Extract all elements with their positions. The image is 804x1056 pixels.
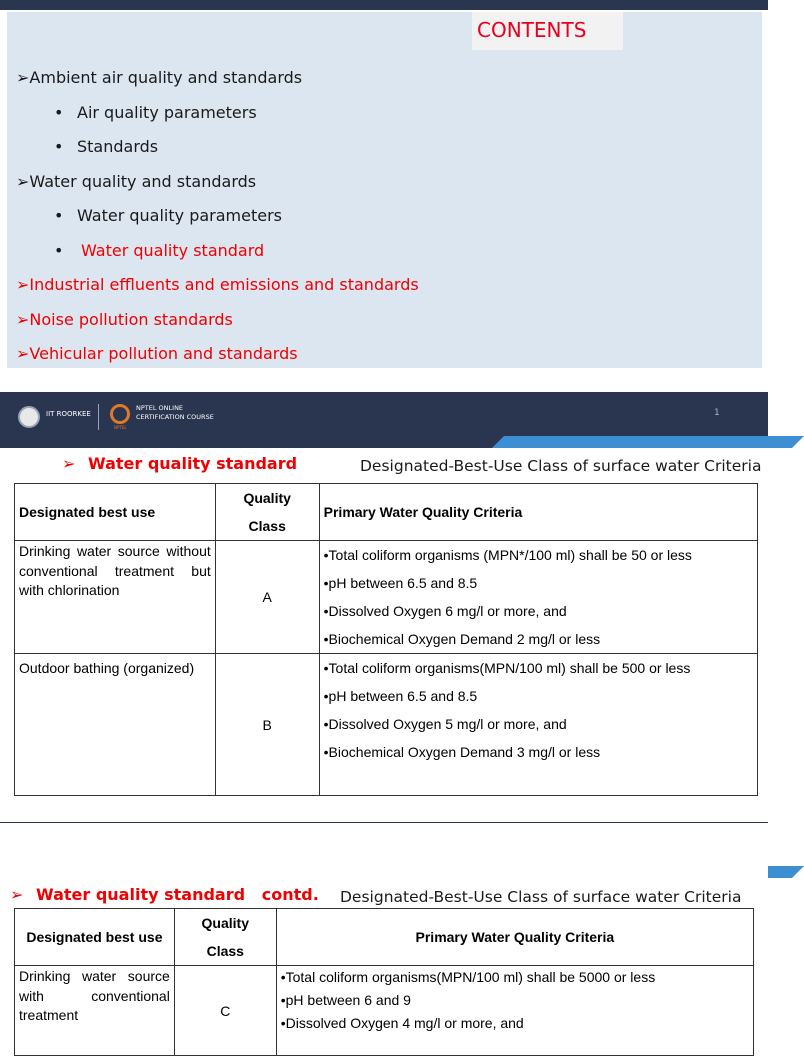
footer-divider (98, 404, 99, 430)
toc-item-water-quality-standard: • Water quality standard (54, 241, 265, 260)
slide-heading: ➢ Water quality standard (62, 454, 298, 473)
slide-water-quality-standard-contd (0, 823, 768, 1031)
header-designated-use: Designated best use (15, 484, 216, 541)
toc-item-vehicular-pollution: ➢Vehicular pollution and standards (16, 344, 298, 363)
toc-item-ambient-air: ➢Ambient air quality and standards (16, 68, 303, 87)
cell-quality-class: A (215, 541, 319, 654)
slide-heading: ➢ Water quality standard contd. (10, 885, 319, 904)
criteria-line: •Total coliform organisms(MPN/100 ml) shall be 500 or less (323, 660, 691, 676)
header-quality-class: Quality Class (174, 909, 276, 966)
table-row (15, 654, 758, 796)
criteria-line: •Dissolved Oxygen 5 mg/l or more, and (323, 716, 567, 732)
page-number: 1 (714, 408, 720, 418)
criteria-line: •Dissolved Oxygen 6 mg/l or more, and (323, 603, 567, 619)
footer-course: NPTEL ONLINE CERTIFICATION COURSE (136, 404, 214, 421)
toc-item-water-quality: ➢Water quality and standards (16, 172, 257, 191)
nptel-logo-sub: NPTEL (114, 425, 127, 430)
slide-contents (0, 0, 768, 453)
table-row (15, 966, 754, 1056)
slide-subheading: Designated-Best-Use Class of surface water Criteria (340, 888, 742, 906)
criteria-line: •Biochemical Oxygen Demand 2 mg/l or less (323, 631, 601, 647)
cell-criteria (319, 541, 757, 654)
slide-water-quality-standard (0, 453, 768, 823)
iit-roorkee-logo-icon (18, 406, 40, 428)
nptel-logo-icon (110, 404, 130, 424)
slide-title: CONTENTS (477, 18, 587, 42)
criteria-line: •Dissolved Oxygen 4 mg/l or more, and (280, 1015, 524, 1031)
criteria-line: •pH between 6.5 and 8.5 (323, 575, 478, 591)
cell-criteria (276, 966, 753, 1056)
table-header-row (15, 484, 758, 541)
criteria-table (14, 483, 758, 796)
header-criteria: Primary Water Quality Criteria (319, 484, 757, 541)
cell-quality-class: B (215, 654, 319, 796)
criteria-line: •Total coliform organisms(MPN/100 ml) shall be 5000 or less (280, 969, 656, 985)
cell-designated-use: Drinking water source without conventional treatment but with chlorination (15, 541, 216, 654)
criteria-line: •Biochemical Oxygen Demand 3 mg/l or less (323, 744, 601, 760)
toc-item-air-quality-parameters: • Air quality parameters (54, 103, 257, 122)
table-header-row (15, 909, 754, 966)
criteria-line: •Total coliform organisms (MPN*/100 ml) shall be 50 or less (323, 547, 692, 563)
cell-designated-use: Drinking water source with conventional treatment (15, 966, 175, 1056)
header-criteria: Primary Water Quality Criteria (276, 909, 753, 966)
cell-criteria (319, 654, 757, 796)
header-designated-use: Designated best use (15, 909, 175, 966)
slide-subheading: Designated-Best-Use Class of surface water Criteria (360, 457, 762, 475)
cell-quality-class: C (174, 966, 276, 1056)
criteria-line: •pH between 6.5 and 8.5 (323, 688, 478, 704)
toc-item-water-quality-parameters: • Water quality parameters (54, 206, 283, 225)
toc-item-industrial-effluents: ➢Industrial effluents and emissions and standards (16, 275, 419, 294)
criteria-line: •pH between 6 and 9 (280, 992, 411, 1008)
slide-footer (0, 392, 768, 448)
header-quality-class: Quality Class (215, 484, 319, 541)
footer-org: IIT ROORKEE (46, 410, 91, 418)
toc-item-standards: • Standards (54, 137, 159, 156)
table-row (15, 541, 758, 654)
top-band (0, 0, 768, 10)
criteria-table (14, 908, 754, 1056)
toc-item-noise-pollution: ➢Noise pollution standards (16, 310, 233, 329)
accent-stripe (492, 436, 804, 448)
cell-designated-use: Outdoor bathing (organized) (15, 654, 216, 796)
